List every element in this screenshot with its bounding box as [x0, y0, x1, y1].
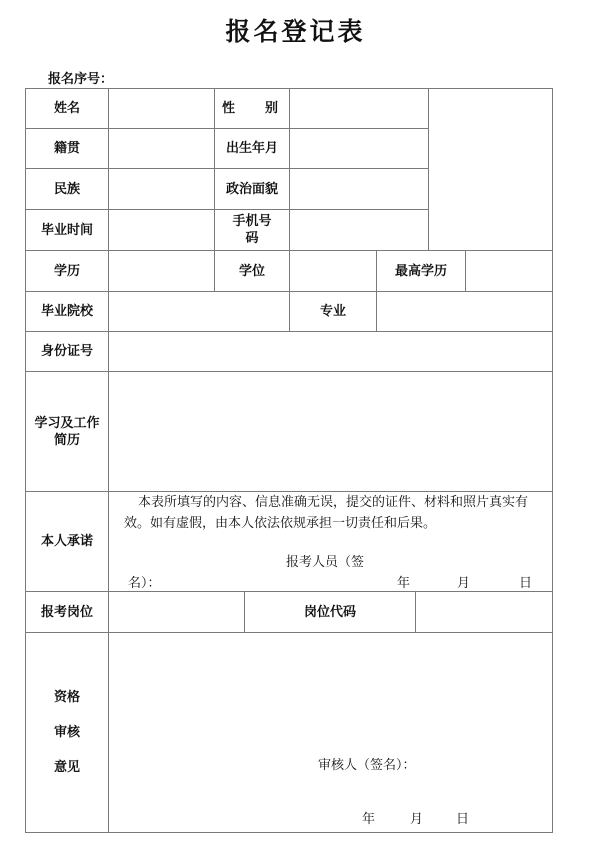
phone-label-line-1: 手机号	[232, 214, 272, 229]
form-title: 报名登记表	[225, 17, 366, 46]
native-place-field[interactable]	[109, 129, 214, 168]
position-code-field[interactable]	[416, 592, 552, 632]
photo-area[interactable]	[429, 89, 552, 250]
resume-label-line-2: 简历	[53, 432, 80, 448]
serial-number-label: 报名序号：	[48, 72, 114, 87]
birth-field[interactable]	[290, 129, 428, 168]
education-field[interactable]	[109, 251, 214, 291]
id-number-field[interactable]	[109, 332, 552, 371]
native-place-label: 籍贯	[53, 141, 80, 156]
name-label: 姓名	[53, 101, 80, 116]
gender-label	[215, 89, 289, 128]
position-code-label: 岗位代码	[303, 604, 356, 620]
gender-field[interactable]	[290, 89, 428, 128]
resume-label-line-1: 学习及工作	[34, 415, 100, 431]
name-field[interactable]	[109, 89, 214, 128]
pledge-year-label: 年	[397, 576, 411, 591]
pledge-label: 本人承诺	[40, 534, 93, 549]
pledge-day-label: 日	[519, 576, 533, 591]
review-label-line-1: 资格	[53, 690, 80, 705]
pledge-text: 本表所填写的内容、信息准确无误，提交的证件、材料和照片真实有效。如有虚假，由本人依法依规承担一切责任和后果。	[124, 495, 529, 531]
pledge-month-label: 月	[457, 576, 471, 591]
highest-edu-label: 最高学历	[394, 263, 447, 279]
politics-label: 政治面貌	[225, 181, 278, 197]
major-field[interactable]	[377, 292, 552, 331]
review-label-line-3: 意见	[53, 760, 80, 775]
resume-field[interactable]	[109, 372, 552, 491]
applicant-signature-label-cont: 名）：	[128, 576, 161, 591]
table-border-bottom	[25, 832, 553, 833]
phone-label	[215, 210, 289, 250]
phone-field[interactable]	[290, 210, 428, 250]
review-day-label: 日	[456, 812, 470, 827]
applicant-signature-label: 报考人员（签	[286, 555, 365, 570]
review-year-label: 年	[362, 812, 376, 827]
resume-label	[26, 372, 108, 491]
ethnicity-label: 民族	[53, 181, 80, 197]
politics-field[interactable]	[290, 169, 428, 209]
birth-label: 出生年月	[225, 141, 278, 156]
school-label: 毕业院校	[40, 304, 93, 319]
degree-field[interactable]	[290, 251, 376, 291]
ethnicity-field[interactable]	[109, 169, 214, 209]
reviewer-signature-label: 审核人（签名）：	[318, 758, 416, 773]
id-number-label: 身份证号	[40, 344, 93, 359]
review-label-line-2: 审核	[53, 725, 80, 740]
position-field[interactable]	[109, 592, 244, 632]
highest-edu-field[interactable]	[466, 251, 552, 291]
gender-label-char-2: 别	[265, 101, 279, 116]
grad-time-label: 毕业时间	[40, 222, 93, 238]
major-label: 专业	[319, 304, 346, 319]
position-label: 报考岗位	[40, 604, 93, 620]
table-border-right	[552, 88, 553, 833]
education-label: 学历	[53, 263, 80, 279]
school-field[interactable]	[109, 292, 289, 331]
review-month-label: 月	[410, 812, 424, 827]
grad-time-field[interactable]	[109, 210, 214, 250]
gender-label-char-1: 性	[222, 101, 236, 116]
phone-label-line-2: 码	[245, 231, 259, 246]
degree-label: 学位	[238, 263, 265, 279]
review-label	[26, 633, 108, 832]
